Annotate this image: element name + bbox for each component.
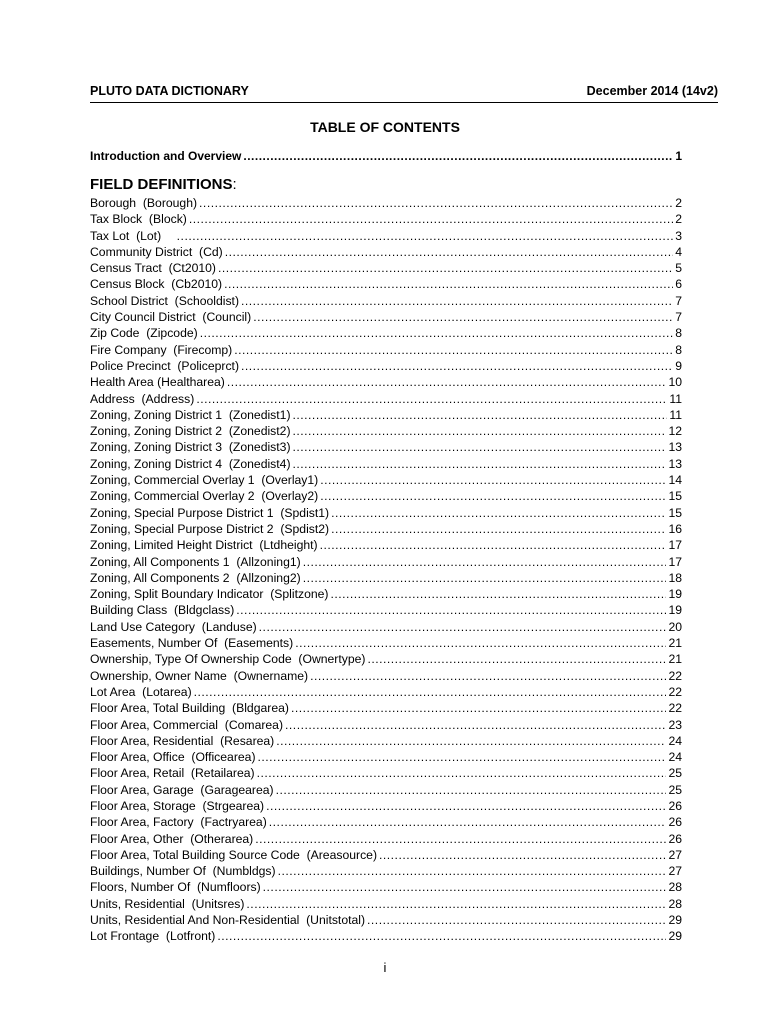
toc-entry[interactable] xyxy=(90,358,682,374)
toc-entry-label: Zoning, Limited Height District (Ltdheight) xyxy=(90,538,318,553)
toc-entry[interactable] xyxy=(90,863,682,879)
toc-leader-dots xyxy=(266,798,666,814)
toc-leader-dots xyxy=(263,879,667,895)
toc-entry[interactable] xyxy=(90,765,682,781)
toc-entry-page: 28 xyxy=(668,896,682,911)
toc-leader-dots xyxy=(276,782,667,798)
toc-leader-dots xyxy=(285,717,666,733)
toc-entry[interactable] xyxy=(90,309,682,325)
toc-entry[interactable] xyxy=(90,554,682,570)
toc-entry-page: 21 xyxy=(668,652,682,667)
toc-entry-label: Census Tract (Ct2010) xyxy=(90,261,216,276)
toc-entry[interactable] xyxy=(90,782,682,798)
toc-entry-label: Ownership, Type Of Ownership Code (Ownertype) xyxy=(90,652,366,667)
toc-entry[interactable] xyxy=(90,668,682,684)
toc-entry-label: Zoning, Zoning District 4 (Zonedist4) xyxy=(90,456,291,471)
toc-leader-dots xyxy=(253,309,673,325)
toc-leader-dots xyxy=(241,293,673,309)
toc-entry-page: 27 xyxy=(668,847,682,862)
toc-entry[interactable] xyxy=(90,228,682,244)
toc-entry-label: Building Class (Bldgclass) xyxy=(90,603,235,618)
toc-entry-label: Address (Address) xyxy=(90,391,195,406)
section-heading-text: FIELD DEFINITIONS xyxy=(90,176,233,193)
toc-entry[interactable] xyxy=(90,325,682,341)
toc-entry[interactable] xyxy=(90,831,682,847)
toc-leader-dots xyxy=(269,814,667,830)
toc-entry-label: Floor Area, Storage (Strgearea) xyxy=(90,798,265,813)
toc-entry-label: Floor Area, Garage (Garagearea) xyxy=(90,782,274,797)
toc-entry-page: 22 xyxy=(668,701,682,716)
toc-entry-label: Floor Area, Residential (Resarea) xyxy=(90,733,275,748)
toc-entry-page: 22 xyxy=(668,684,682,699)
toc-entry-label: Floor Area, Factory (Factryarea) xyxy=(90,815,267,830)
toc-entry-page: 20 xyxy=(668,619,682,634)
toc-entry-page: 26 xyxy=(668,798,682,813)
toc-leader-dots xyxy=(234,342,673,358)
toc-leader-dots xyxy=(330,586,666,602)
toc-entry[interactable] xyxy=(90,423,682,439)
toc-entry-label: Tax Block (Block) xyxy=(90,212,187,227)
toc-leader-dots xyxy=(243,148,673,164)
toc-entry-page: 6 xyxy=(675,277,682,292)
toc-entry-label: Zoning, All Components 2 (Allzoning2) xyxy=(90,570,301,585)
toc-entry-page: 16 xyxy=(668,521,682,536)
toc-entry[interactable] xyxy=(90,619,682,635)
toc-entry[interactable] xyxy=(90,439,682,455)
toc-entry-page: 27 xyxy=(668,864,682,879)
toc-entry-page: 17 xyxy=(668,554,682,569)
toc-entry[interactable] xyxy=(90,505,682,521)
toc-entry-label: Floor Area, Total Building (Bldgarea) xyxy=(90,701,289,716)
document-date: December 2014 (14v2) xyxy=(586,84,718,98)
toc-entry[interactable] xyxy=(90,488,682,504)
toc-leader-dots xyxy=(241,358,673,374)
toc-leader-dots xyxy=(259,619,667,635)
toc-entry[interactable] xyxy=(90,879,682,895)
toc-entry[interactable] xyxy=(90,635,682,651)
toc-entry-label: City Council District (Council) xyxy=(90,310,252,325)
toc-leader-dots xyxy=(295,635,666,651)
toc-leader-dots xyxy=(293,456,667,472)
toc-entry[interactable] xyxy=(90,602,682,618)
toc-entry-label: Zoning, Zoning District 1 (Zonedist1) xyxy=(90,407,291,422)
toc-leader-dots xyxy=(320,488,666,504)
toc-leader-dots xyxy=(258,749,667,765)
toc-entry-label: Community District (Cd) xyxy=(90,244,223,259)
toc-entry[interactable] xyxy=(90,570,682,586)
toc-entry[interactable] xyxy=(90,244,682,260)
toc-entry-label: Land Use Category (Landuse) xyxy=(90,619,257,634)
toc-entry[interactable] xyxy=(90,717,682,733)
toc-entry-page: 29 xyxy=(668,913,682,928)
toc-entry[interactable] xyxy=(90,847,682,863)
toc-entry-page: 4 xyxy=(675,244,682,259)
toc-entry-label: Zip Code (Zipcode) xyxy=(90,326,198,341)
toc-list xyxy=(90,195,682,945)
toc-entry-page: 15 xyxy=(668,505,682,520)
toc-entry-page: 2 xyxy=(675,212,682,227)
toc-leader-dots xyxy=(236,602,666,618)
toc-entry-page: 3 xyxy=(675,228,682,243)
section-heading xyxy=(90,176,237,193)
toc-entry[interactable] xyxy=(90,896,682,912)
toc-entry-page: 8 xyxy=(675,342,682,357)
toc-entry-label: Health Area (Healtharea) xyxy=(90,375,225,390)
toc-leader-dots xyxy=(246,896,666,912)
toc-leader-dots xyxy=(293,439,667,455)
toc-leader-dots xyxy=(276,733,666,749)
toc-entry-page: 1 xyxy=(675,149,682,163)
toc-entry[interactable] xyxy=(90,456,682,472)
toc-leader-dots xyxy=(200,325,674,341)
toc-entry-page: 24 xyxy=(668,733,682,748)
toc-entry-page: 26 xyxy=(668,815,682,830)
toc-entry-label: Zoning, All Components 1 (Allzoning1) xyxy=(90,554,301,569)
toc-leader-dots xyxy=(218,260,673,276)
toc-entry[interactable] xyxy=(90,407,682,423)
toc-entry-label: Ownership, Owner Name (Ownername) xyxy=(90,668,309,683)
toc-entry-page: 18 xyxy=(668,570,682,585)
toc-entry-page: 7 xyxy=(675,293,682,308)
toc-entry[interactable] xyxy=(90,700,682,716)
toc-entry-label: Lot Area (Lotarea) xyxy=(90,684,192,699)
page-number: i xyxy=(383,960,387,975)
page-header xyxy=(90,84,718,103)
toc-entry[interactable] xyxy=(90,586,682,602)
toc-leader-dots xyxy=(303,554,667,570)
toc-leader-dots xyxy=(196,391,667,407)
toc-entry-label: Fire Company (Firecomp) xyxy=(90,342,233,357)
toc-entry-label: Floors, Number Of (Numfloors) xyxy=(90,880,261,895)
toc-entry-page: 25 xyxy=(668,782,682,797)
toc-leader-dots xyxy=(331,521,666,537)
toc-entry[interactable] xyxy=(90,342,682,358)
toc-entry[interactable] xyxy=(90,391,682,407)
toc-entry[interactable] xyxy=(90,211,682,227)
toc-entry-page: 23 xyxy=(668,717,682,732)
toc-entry-page: 14 xyxy=(668,473,682,488)
toc-leader-dots xyxy=(379,847,666,863)
toc-entry-page: 2 xyxy=(675,196,682,210)
toc-leader-dots xyxy=(199,195,673,211)
toc-entry-label: Easements, Number Of (Easements) xyxy=(90,636,294,651)
toc-leader-dots xyxy=(194,684,667,700)
toc-entry[interactable] xyxy=(90,749,682,765)
document-title: PLUTO DATA DICTIONARY xyxy=(90,84,249,98)
toc-entry-page: 11 xyxy=(669,407,682,422)
toc-entry[interactable] xyxy=(90,195,682,211)
toc-entry-page: 11 xyxy=(669,391,682,406)
toc-entry[interactable] xyxy=(90,651,682,667)
toc-leader-dots xyxy=(255,831,666,847)
toc-leader-dots xyxy=(227,374,667,390)
toc-entry-page: 12 xyxy=(668,424,682,439)
toc-intro-entry[interactable] xyxy=(90,148,682,164)
toc-entry-label: Police Precinct (Policeprct) xyxy=(90,358,240,373)
toc-entry-page: 22 xyxy=(668,668,682,683)
toc-entry-label: Floor Area, Office (Officearea) xyxy=(90,750,256,765)
toc-entry[interactable] xyxy=(90,814,682,830)
toc-entry-label: Borough (Borough) xyxy=(90,196,198,210)
toc-entry-page: 8 xyxy=(675,326,682,341)
toc-entry-page: 13 xyxy=(668,456,682,471)
toc-entry-label: Lot Frontage (Lotfront) xyxy=(90,929,216,944)
toc-entry-label: Floor Area, Total Building Source Code (Areasource) xyxy=(90,847,378,862)
toc-leader-dots xyxy=(293,423,667,439)
toc-entry-label: Census Block (Cb2010) xyxy=(90,277,223,292)
toc-leader-dots xyxy=(291,700,666,716)
toc-entry-label: School District (Schooldist) xyxy=(90,293,240,308)
toc-entry[interactable] xyxy=(90,521,682,537)
toc-entry-page: 25 xyxy=(668,766,682,781)
toc-entry-label: Zoning, Special Purpose District 1 (Spdist1) xyxy=(90,505,330,520)
toc-leader-dots xyxy=(225,244,674,260)
toc-leader-dots xyxy=(278,863,667,879)
toc-entry-page: 13 xyxy=(668,440,682,455)
toc-entry-page: 10 xyxy=(668,375,682,390)
toc-entry[interactable] xyxy=(90,798,682,814)
toc-entry-label: Tax Lot (Lot) xyxy=(90,228,175,243)
toc-entry-label: Zoning, Commercial Overlay 2 (Overlay2) xyxy=(90,489,319,504)
toc-leader-dots xyxy=(320,537,667,553)
toc-entry-label: Units, Residential And Non-Residential (Unitstotal) xyxy=(90,913,366,928)
toc-entry[interactable] xyxy=(90,276,682,292)
toc-entry[interactable] xyxy=(90,537,682,553)
toc-leader-dots xyxy=(189,211,673,227)
toc-entry-label: Zoning, Commercial Overlay 1 (Overlay1) xyxy=(90,473,319,488)
toc-entry[interactable] xyxy=(90,260,682,276)
toc-leader-dots xyxy=(331,505,666,521)
toc-entry-label: Units, Residential (Unitsres) xyxy=(90,896,245,911)
toc-entry-page: 19 xyxy=(668,603,682,618)
toc-entry-page: 29 xyxy=(668,929,682,944)
toc-entry-page: 28 xyxy=(668,880,682,895)
toc-entry-label: Introduction and Overview xyxy=(90,149,242,163)
toc-leader-dots xyxy=(177,228,674,244)
toc-entry-label: Floor Area, Other (Otherarea) xyxy=(90,831,254,846)
toc-entry-page: 24 xyxy=(668,750,682,765)
toc-entry-label: Buildings, Number Of (Numbldgs) xyxy=(90,864,276,879)
toc-leader-dots xyxy=(257,765,667,781)
toc-entry-label: Zoning, Split Boundary Indicator (Splitzone) xyxy=(90,587,329,602)
toc-leader-dots xyxy=(310,668,666,684)
toc-entry-label: Zoning, Zoning District 2 (Zonedist2) xyxy=(90,424,291,439)
toc-entry-page: 5 xyxy=(675,261,682,276)
toc-leader-dots xyxy=(367,651,666,667)
toc-entry[interactable] xyxy=(90,374,682,390)
toc-entry[interactable] xyxy=(90,472,682,488)
section-heading-colon: : xyxy=(232,176,237,193)
toc-leader-dots xyxy=(303,570,667,586)
toc-leader-dots xyxy=(224,276,673,292)
toc-entry-page: 19 xyxy=(668,587,682,602)
toc-leader-dots xyxy=(293,407,668,423)
toc-entry-label: Zoning, Special Purpose District 2 (Spdist2) xyxy=(90,521,330,536)
toc-leader-dots xyxy=(367,912,666,928)
toc-leader-dots xyxy=(320,472,666,488)
toc-entry-label: Zoning, Zoning District 3 (Zonedist3) xyxy=(90,440,291,455)
toc-entry-page: 21 xyxy=(668,636,682,651)
toc-leader-dots xyxy=(217,928,666,944)
toc-heading: TABLE OF CONTENTS xyxy=(310,119,460,135)
toc-entry-page: 26 xyxy=(668,831,682,846)
toc-entry-label: Floor Area, Commercial (Comarea) xyxy=(90,717,284,732)
toc-entry[interactable] xyxy=(90,733,682,749)
toc-entry[interactable] xyxy=(90,912,682,928)
toc-entry-label: Floor Area, Retail (Retailarea) xyxy=(90,766,255,781)
toc-entry-page: 7 xyxy=(675,310,682,325)
toc-entry-page: 17 xyxy=(668,538,682,553)
toc-entry-page: 9 xyxy=(675,358,682,373)
toc-entry[interactable] xyxy=(90,928,682,944)
toc-entry[interactable] xyxy=(90,684,682,700)
toc-entry[interactable] xyxy=(90,293,682,309)
toc-entry-page: 15 xyxy=(668,489,682,504)
